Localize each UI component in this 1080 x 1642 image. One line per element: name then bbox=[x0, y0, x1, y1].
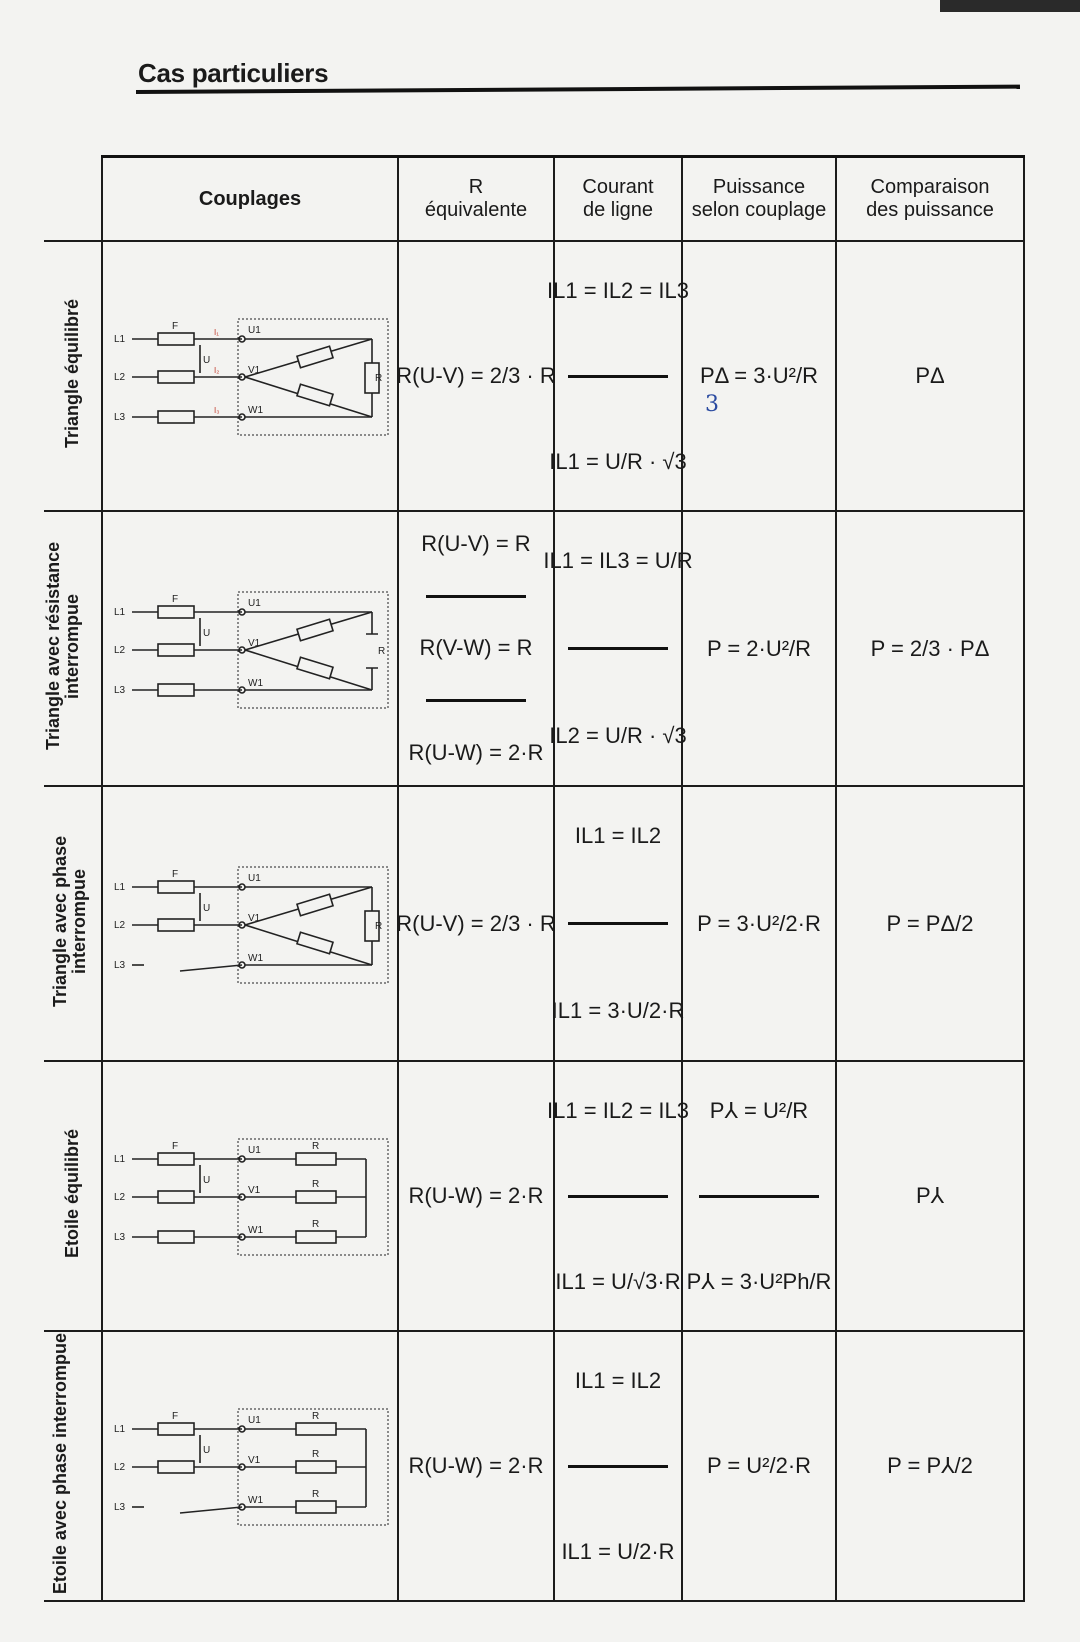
formula: IL1 = IL2 bbox=[574, 823, 662, 849]
row-label: Triangle avec résistance interrompue bbox=[43, 541, 82, 751]
circuit-diagram-triangle bbox=[110, 311, 390, 441]
divider bbox=[699, 1195, 819, 1198]
header-r-equivalente: R équivalente bbox=[398, 157, 554, 242]
courant-cell bbox=[547, 241, 689, 511]
circuit-cell bbox=[102, 1331, 398, 1601]
label-v1: V1 bbox=[248, 365, 261, 376]
header-corner bbox=[44, 157, 102, 242]
comparaison-cell bbox=[836, 241, 1024, 511]
svg-text:W1: W1 bbox=[248, 952, 263, 964]
svg-text:W1: W1 bbox=[248, 1225, 263, 1236]
row-label-cell bbox=[44, 1061, 102, 1331]
row-label-cell bbox=[44, 1331, 102, 1601]
svg-text:V1: V1 bbox=[248, 912, 261, 924]
formula: P⅄ bbox=[915, 1183, 945, 1208]
formula: IL1 = IL2 = IL3 bbox=[547, 277, 689, 303]
courant-cell bbox=[551, 786, 685, 1061]
svg-text:U1: U1 bbox=[248, 597, 261, 609]
formula: IL1 = IL2 = IL3 bbox=[547, 1097, 689, 1123]
formula: R(U-V) = 2/3 · R bbox=[396, 910, 556, 936]
r-equiv-cell bbox=[398, 241, 554, 511]
svg-text:U1: U1 bbox=[248, 1145, 261, 1156]
circuit-diagram-star bbox=[110, 1131, 390, 1261]
formula: R(V-W) = R bbox=[419, 635, 533, 661]
svg-text:F: F bbox=[172, 593, 179, 605]
row-label: Triangle avec phase interrompue bbox=[49, 835, 89, 1007]
coupling-table bbox=[44, 155, 1025, 1602]
circuit-cell bbox=[102, 1061, 398, 1331]
formula: IL1 = IL2 bbox=[574, 1367, 662, 1393]
puissance-cell bbox=[682, 511, 836, 786]
label-u1: U1 bbox=[248, 325, 261, 336]
row-label-cell bbox=[44, 786, 102, 1061]
divider bbox=[568, 375, 668, 378]
circuit-diagram-triangle-interrupted bbox=[110, 584, 390, 714]
puissance-cell bbox=[682, 786, 836, 1061]
row-label: Triangle équilibré bbox=[62, 298, 83, 449]
divider bbox=[568, 647, 668, 650]
svg-text:L3: L3 bbox=[114, 1502, 126, 1513]
svg-text:U: U bbox=[203, 902, 211, 914]
svg-text:F: F bbox=[172, 1411, 179, 1422]
r-equiv-cell bbox=[398, 786, 554, 1061]
formula: IL1 = U/R · √3 bbox=[549, 448, 687, 474]
handwritten-note: 3 bbox=[705, 392, 719, 417]
circuit-cell bbox=[102, 511, 398, 786]
r-equiv-cell bbox=[398, 511, 554, 786]
formula: P⅄ = U²/R bbox=[709, 1097, 809, 1123]
formula: PΔ bbox=[915, 363, 945, 388]
formula: IL1 = IL3 = U/R bbox=[543, 548, 693, 574]
label-u: U bbox=[203, 355, 211, 366]
svg-text:F: F bbox=[172, 868, 179, 880]
svg-text:L3: L3 bbox=[114, 959, 126, 971]
formula: P = PΔ/2 bbox=[886, 910, 974, 936]
formula: PΔ = 3·U²/R bbox=[699, 363, 818, 388]
label-r: R bbox=[375, 373, 383, 384]
courant-cell bbox=[547, 1061, 689, 1331]
label-i3: I₃ bbox=[214, 406, 220, 415]
svg-text:F: F bbox=[172, 1141, 179, 1152]
circuit-diagram-star-phase-open bbox=[110, 1401, 390, 1531]
header-puissance: Puissance selon couplage bbox=[682, 157, 836, 242]
formula: P = 2·U²/R bbox=[706, 635, 812, 661]
circuit-diagram-triangle-phase-open bbox=[110, 859, 390, 989]
svg-text:L1: L1 bbox=[114, 1424, 126, 1435]
header-comparaison: Comparaison des puissance bbox=[836, 157, 1024, 242]
svg-text:L3: L3 bbox=[114, 684, 126, 696]
formula: R(U-V) = 2/3 · R bbox=[396, 363, 556, 388]
label-f: F bbox=[172, 321, 179, 332]
courant-cell bbox=[543, 511, 693, 786]
label-w1: W1 bbox=[248, 405, 263, 416]
row-triangle-phase-interrompue bbox=[44, 786, 1024, 1061]
svg-text:V1: V1 bbox=[248, 1185, 261, 1196]
svg-text:L1: L1 bbox=[114, 881, 126, 893]
svg-text:L2: L2 bbox=[114, 1462, 126, 1473]
formula: P = 3·U²/2·R bbox=[697, 910, 821, 936]
svg-text:R: R bbox=[378, 645, 386, 657]
header-courant-de-ligne: Courant de ligne bbox=[554, 157, 682, 242]
svg-text:L2: L2 bbox=[114, 644, 126, 656]
formula: IL1 = U/2·R bbox=[561, 1538, 675, 1564]
svg-text:R: R bbox=[375, 920, 383, 932]
comparaison-cell bbox=[836, 1331, 1024, 1601]
svg-text:L2: L2 bbox=[114, 1192, 126, 1203]
formula: R(U-W) = 2·R bbox=[408, 1183, 544, 1208]
svg-text:R: R bbox=[312, 1141, 320, 1152]
row-etoile-equilibre bbox=[44, 1061, 1024, 1331]
svg-text:U: U bbox=[203, 1445, 211, 1456]
corner-mark bbox=[940, 0, 1080, 12]
formula: IL1 = U/√3·R bbox=[555, 1268, 681, 1294]
page-title: Cas particuliers bbox=[138, 58, 329, 88]
formula: P = U²/2·R bbox=[706, 1453, 812, 1478]
r-equiv-cell bbox=[398, 1331, 554, 1601]
formula: R(U-W) = 2·R bbox=[408, 1453, 544, 1478]
divider bbox=[568, 1465, 668, 1468]
comparaison-cell bbox=[836, 786, 1024, 1061]
puissance-cell bbox=[682, 1061, 836, 1331]
svg-text:U: U bbox=[203, 627, 211, 639]
row-label-cell bbox=[44, 511, 102, 786]
svg-text:L1: L1 bbox=[114, 606, 126, 618]
formula: P = P⅄/2 bbox=[887, 1453, 973, 1478]
svg-text:R: R bbox=[312, 1449, 320, 1460]
row-label-cell bbox=[44, 241, 102, 511]
svg-text:W1: W1 bbox=[248, 1495, 263, 1506]
svg-text:L1: L1 bbox=[114, 1154, 126, 1165]
label-l2: L2 bbox=[114, 372, 126, 383]
svg-text:V1: V1 bbox=[248, 637, 261, 649]
row-etoile-phase-interrompue bbox=[44, 1331, 1024, 1601]
svg-text:V1: V1 bbox=[248, 1455, 261, 1466]
circuit-cell bbox=[102, 786, 398, 1061]
svg-text:U1: U1 bbox=[248, 872, 261, 884]
svg-text:U1: U1 bbox=[248, 1415, 261, 1426]
formula: P⅄ = 3·U²Ph/R bbox=[686, 1268, 832, 1294]
formula: IL2 = U/R · √3 bbox=[549, 722, 687, 748]
header-couplages: Couplages bbox=[102, 157, 398, 242]
divider bbox=[568, 922, 668, 925]
svg-text:R: R bbox=[312, 1411, 320, 1422]
formula: IL1 = 3·U/2·R bbox=[551, 997, 685, 1023]
svg-text:L2: L2 bbox=[114, 919, 126, 931]
svg-text:R: R bbox=[312, 1219, 320, 1230]
header-row bbox=[44, 157, 1024, 242]
comparaison-cell bbox=[836, 511, 1024, 786]
divider bbox=[426, 699, 526, 702]
svg-text:U: U bbox=[203, 1175, 211, 1186]
courant-cell bbox=[554, 1331, 682, 1601]
puissance-cell bbox=[682, 1331, 836, 1601]
circuit-cell bbox=[102, 241, 398, 511]
label-l3: L3 bbox=[114, 412, 126, 423]
label-l1: L1 bbox=[114, 334, 126, 345]
formula: R(U-W) = 2·R bbox=[408, 740, 544, 766]
puissance-cell bbox=[682, 241, 836, 511]
svg-text:L3: L3 bbox=[114, 1232, 126, 1243]
comparaison-cell bbox=[836, 1061, 1024, 1331]
svg-text:R: R bbox=[312, 1179, 320, 1190]
row-label: Etoile avec phase interrompue bbox=[49, 1332, 70, 1595]
row-triangle-resistance-interrompue bbox=[44, 511, 1024, 786]
row-label: Etoile équilibré bbox=[62, 1128, 83, 1259]
formula: P = 2/3 · PΔ bbox=[870, 635, 990, 661]
label-i2: I₂ bbox=[214, 366, 220, 375]
divider bbox=[568, 1195, 668, 1198]
row-triangle-equilibre bbox=[44, 241, 1024, 511]
r-equiv-cell bbox=[398, 1061, 554, 1331]
formula: R(U-V) = R bbox=[421, 530, 531, 556]
svg-text:R: R bbox=[312, 1489, 320, 1500]
divider bbox=[426, 595, 526, 598]
label-i1: I₁ bbox=[214, 328, 219, 337]
svg-text:W1: W1 bbox=[248, 677, 263, 689]
